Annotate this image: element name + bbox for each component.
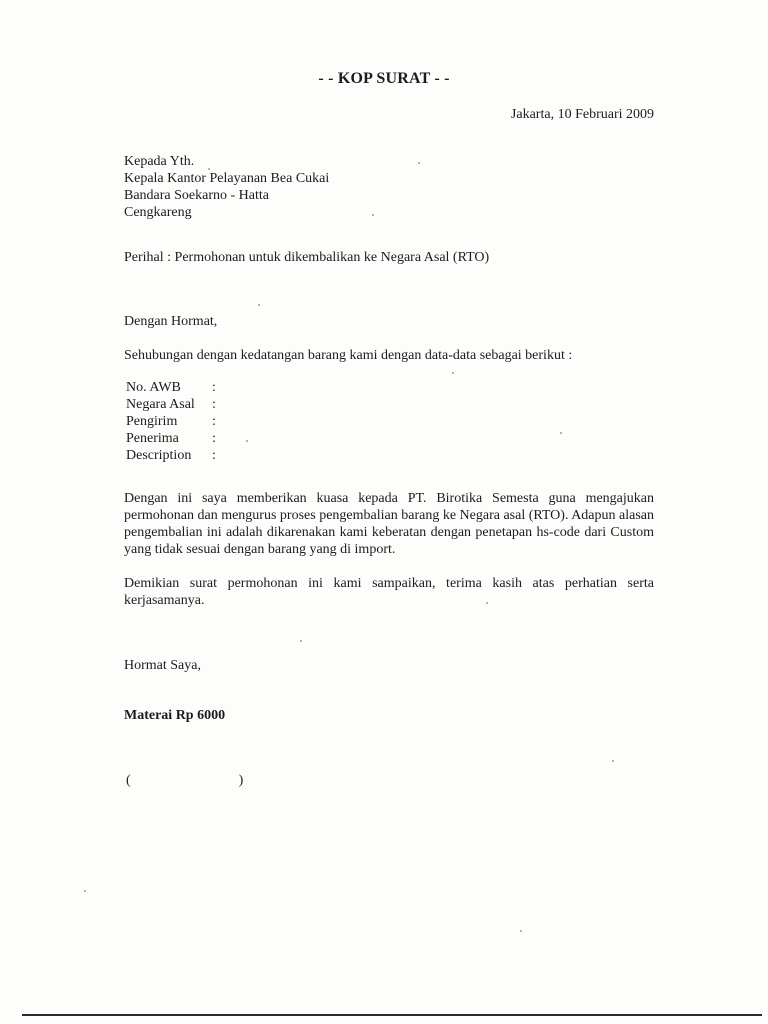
letter-date: Jakarta, 10 Februari 2009 [510,107,654,122]
signature-open-paren: ( [126,773,131,788]
field-row-description [126,447,216,464]
body-paragraph-power-of-attorney: Dengan ini saya memberikan kuasa kepada PT. Birotika Semesta guna mengajukan permohonan dan mengurus proses pengembalian barang ke Negara asal (RTO). Adapun alasan pengembalian ini adalah dikarenakan kami keberatan dengan penetapan hs-code dari Custom yang tidak sesuai dengan barang yang di import. [124,491,654,557]
signature-placeholder [126,773,243,789]
field-separator: : [212,431,216,446]
scan-speck [486,602,488,604]
scan-speck [300,640,302,642]
field-row-awb [126,379,216,396]
scan-speck [560,432,562,434]
signature-close-paren: ) [238,773,244,788]
scan-speck [258,304,260,306]
field-separator: : [212,397,216,412]
letterhead-title: - - KOP SURAT - - [318,70,450,87]
addressee-line: Bandara Soekarno - Hatta [124,188,269,203]
scan-speck [452,372,454,374]
scan-speck [612,760,614,762]
field-label: Description [126,448,192,463]
shipment-fields [126,379,216,464]
addressee-line: Kepada Yth. [124,154,195,169]
field-label: Penerima [126,431,179,446]
subject-line: Perihal : Permohonan untuk dikembalikan ke Negara Asal (RTO) [124,250,490,265]
field-row-sender [126,413,216,430]
scan-speck [418,162,420,164]
stamp-duty-label: Materai Rp 6000 [124,708,226,723]
scan-speck [246,440,248,442]
field-row-origin [126,396,216,413]
field-separator: : [212,380,216,395]
scan-speck [372,214,374,216]
field-row-recipient [126,430,216,447]
addressee-line: Kepala Kantor Pelayanan Bea Cukai [124,171,330,186]
scan-speck [208,168,210,170]
addressee-block [124,153,329,221]
bottom-edge-line [22,1014,762,1016]
field-label: No. AWB [126,380,181,395]
scan-speck [520,930,522,932]
addressee-line: Cengkareng [124,205,192,220]
closing-salutation: Hormat Saya, [124,658,201,673]
field-separator: : [212,414,216,429]
intro-sentence: Sehubungan dengan kedatangan barang kami dengan data-data sebagai berikut : [124,348,573,363]
field-label: Pengirim [126,414,178,429]
body-paragraph-closing: Demikian surat permohonan ini kami sampaikan, terima kasih atas perhatian serta kerjasamanya. [124,576,654,608]
field-label: Negara Asal [126,397,195,412]
field-separator: : [212,448,216,463]
greeting: Dengan Hormat, [124,314,218,329]
scan-speck [84,890,86,892]
